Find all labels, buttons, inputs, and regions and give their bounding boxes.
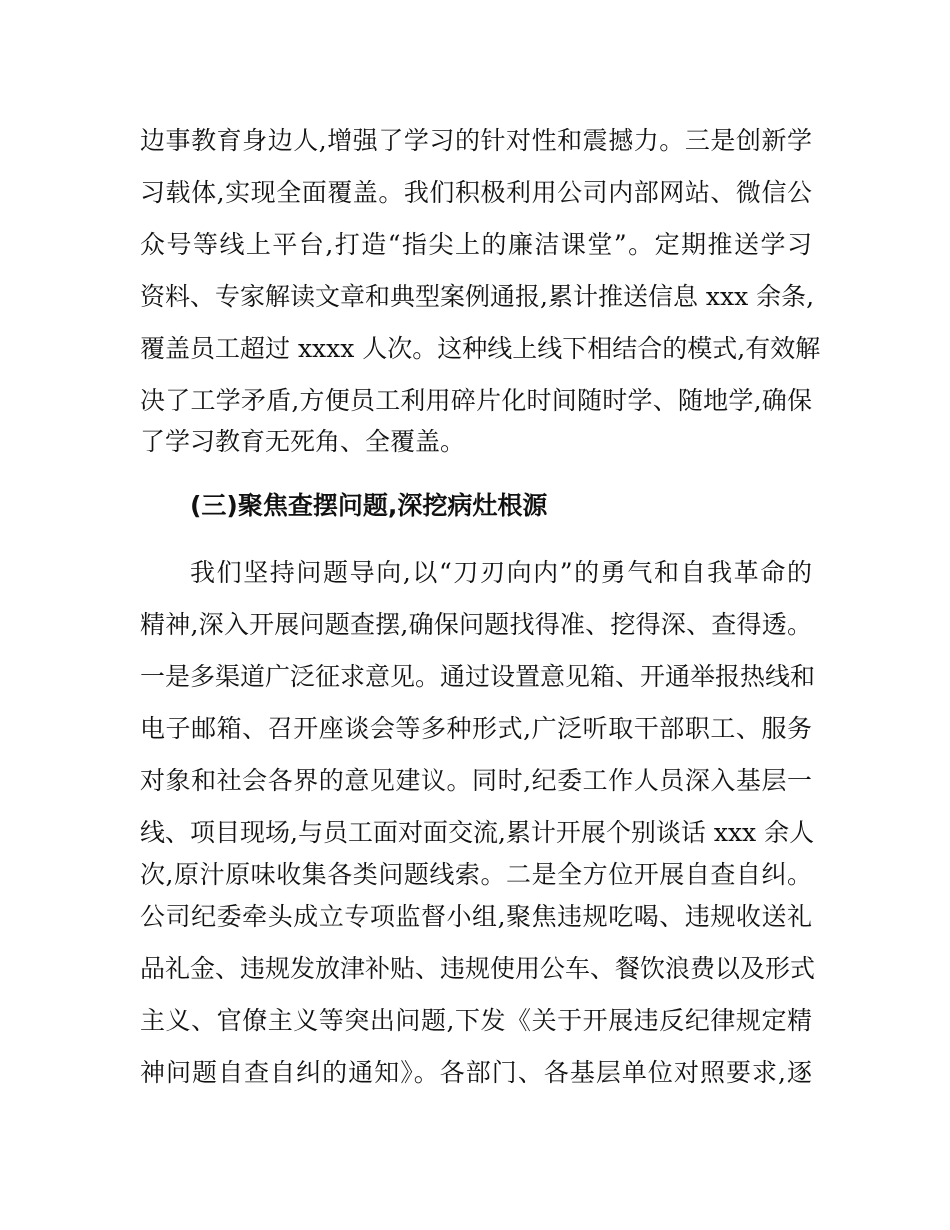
- section-heading: (三)聚焦查摆问题,深挖病灶根源: [190, 491, 548, 520]
- text-line: 品礼金、违规发放津补贴、违规使用公车、餐饮浪费以及形式: [140, 954, 816, 983]
- text-line: 边事教育身边人,增强了学习的针对性和震撼力。三是创新学: [140, 126, 812, 155]
- text-line: 覆盖员工超过 xxxx 人次。这种线上线下相结合的模式,有效解: [140, 334, 821, 363]
- text-line: 次,原汁原味收集各类问题线索。二是全方位开展自查自纠。: [140, 860, 812, 889]
- text-line: 资料、专家解读文章和典型案例通报,累计推送信息 xxx 余条,: [140, 282, 815, 311]
- text-line: 决了工学矛盾,方便员工利用碎片化时间随时学、随地学,确保: [140, 386, 812, 415]
- text-line: 精神,深入开展问题查摆,确保问题找得准、挖得深、查得透。: [140, 610, 812, 639]
- text-line: 神问题自查自纠的通知》。各部门、各基层单位对照要求,逐: [140, 1058, 812, 1087]
- text-line: 线、项目现场,与员工面对面交流,累计开展个别谈话 xxx 余人: [140, 818, 815, 847]
- text-line: 电子邮箱、召开座谈会等多种形式,广泛听取干部职工、服务: [140, 714, 812, 743]
- text-line: 一是多渠道广泛征求意见。通过设置意见箱、开通举报热线和: [140, 662, 816, 691]
- text-line: 我们坚持问题导向,以“刀刃向内”的勇气和自我革命的: [190, 558, 812, 587]
- text-line: 公司纪委牵头成立专项监督小组,聚焦违规吃喝、违规收送礼: [140, 902, 812, 931]
- text-line: 主义、官僚主义等突出问题,下发《关于开展违反纪律规定精: [140, 1006, 812, 1035]
- text-line: 习载体,实现全面覆盖。我们积极利用公司内部网站、微信公: [140, 178, 812, 207]
- text-line: 了学习教育无死角、全覆盖。: [140, 427, 466, 456]
- text-line: 众号等线上平台,打造“指尖上的廉洁课堂”。定期推送学习: [140, 230, 812, 259]
- text-line: 对象和社会各界的意见建议。同时,纪委工作人员深入基层一: [140, 766, 812, 795]
